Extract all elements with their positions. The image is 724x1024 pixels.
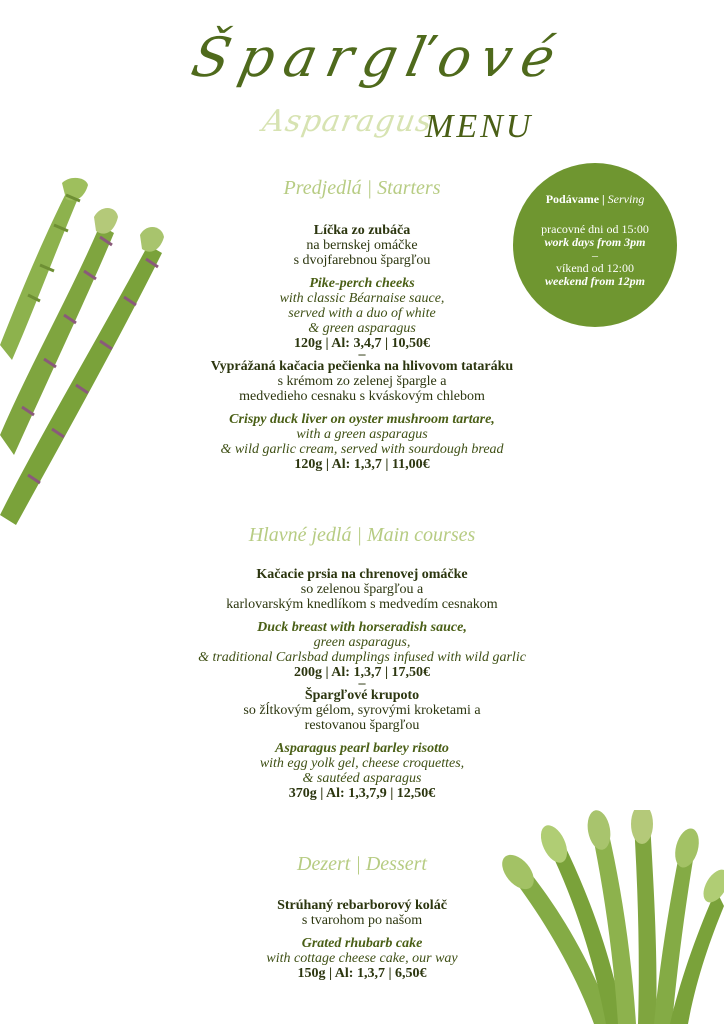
section-title-mains: Hlavné jedlá | Main courses bbox=[248, 524, 476, 546]
dish-desc-en: & sautéed asparagus bbox=[302, 771, 422, 786]
dish-desc-en: & wild garlic cream, served with sourdough bread bbox=[220, 442, 504, 457]
dish-name-sk: Líčka zo zubáča bbox=[313, 223, 411, 238]
dish-name-sk: Kačacie prsia na chrenovej omáčke bbox=[256, 567, 468, 582]
weekend-sk: víkend od 12:00 bbox=[556, 261, 634, 275]
dish-main-1 bbox=[150, 567, 574, 801]
dish-starter-1 bbox=[150, 223, 574, 472]
dish-dessert-1 bbox=[150, 898, 574, 981]
dish-desc-sk: karlovarským knedlíkom s medvedím cesnakom bbox=[226, 597, 498, 612]
dish-price: 200g | Al: 1,3,7 | 17,50€ bbox=[293, 665, 431, 680]
dish-desc-en: with classic Béarnaise sauce, bbox=[279, 291, 445, 306]
weekend-en: weekend from 12pm bbox=[545, 274, 645, 288]
dish-desc-sk: s krémom zo zelenej špargle a bbox=[277, 374, 447, 389]
dish-name-en: Pike-perch cheeks bbox=[309, 276, 415, 291]
dish-name-en: Crispy duck liver on oyster mushroom tartare, bbox=[229, 412, 495, 427]
dish-desc-en: with cottage cheese cake, our way bbox=[266, 951, 458, 966]
serving-title-sk: Podávame | bbox=[545, 192, 605, 206]
dish-desc-sk: medvedieho cesnaku s kváskovým chlebom bbox=[239, 389, 485, 404]
dish-price: 150g | Al: 1,3,7 | 6,50€ bbox=[297, 966, 427, 981]
menu-title-menu: MENU bbox=[425, 108, 534, 145]
serving-title-en: Serving bbox=[607, 192, 645, 206]
dish-name-en: Duck breast with horseradish sauce, bbox=[257, 620, 467, 635]
dish-name-sk: Špargľové krupoto bbox=[304, 688, 420, 703]
menu-title-script: Špargľové bbox=[186, 26, 571, 89]
dish-name-sk: Vyprážaná kačacia pečienka na hlivovom tataráku bbox=[210, 359, 514, 374]
dish-desc-sk: na bernskej omáčke bbox=[306, 238, 418, 253]
menu-subtitle-asparagus: Asparagus bbox=[259, 104, 436, 139]
section-title-starters: Predjedlá | Starters bbox=[283, 177, 441, 199]
serving-separator: – bbox=[592, 248, 598, 262]
dish-desc-en: green asparagus, bbox=[313, 635, 411, 650]
dish-price: 120g | Al: 3,4,7 | 10,50€ bbox=[293, 336, 431, 351]
dish-separator: – bbox=[358, 347, 366, 362]
dish-name-en: Asparagus pearl barley risotto bbox=[275, 741, 449, 756]
weekday-en: work days from 3pm bbox=[544, 235, 646, 249]
dish-desc-sk: so žĺtkovým gélom, syrovými kroketami a bbox=[243, 703, 481, 718]
dish-separator: – bbox=[358, 676, 366, 691]
dish-desc-en: & green asparagus bbox=[308, 321, 416, 336]
dish-desc-en: & traditional Carlsbad dumplings infused with wild garlic bbox=[198, 650, 526, 665]
dish-name-sk: Strúhaný rebarborový koláč bbox=[277, 898, 447, 913]
dish-desc-en: with egg yolk gel, cheese croquettes, bbox=[259, 756, 465, 771]
dish-desc-sk: s dvojfarebnou špargľou bbox=[293, 253, 431, 268]
dish-desc-sk: s tvarohom po našom bbox=[301, 913, 423, 928]
asparagus-left-illustration bbox=[0, 175, 175, 525]
dish-name-en: Grated rhubarb cake bbox=[301, 936, 423, 951]
dish-price: 120g | Al: 1,3,7 | 11,00€ bbox=[294, 457, 430, 472]
dish-desc-sk: so zelenou špargľou a bbox=[300, 582, 424, 597]
dish-desc-en: with a green asparagus bbox=[296, 427, 428, 442]
dish-price: 370g | Al: 1,3,7,9 | 12,50€ bbox=[288, 786, 436, 801]
weekday-sk: pracovné dni od 15:00 bbox=[541, 222, 649, 236]
dish-desc-sk: restovanou špargľou bbox=[304, 718, 420, 733]
dish-desc-en: served with a duo of white bbox=[288, 306, 436, 321]
section-title-dessert: Dezert | Dessert bbox=[297, 853, 427, 875]
